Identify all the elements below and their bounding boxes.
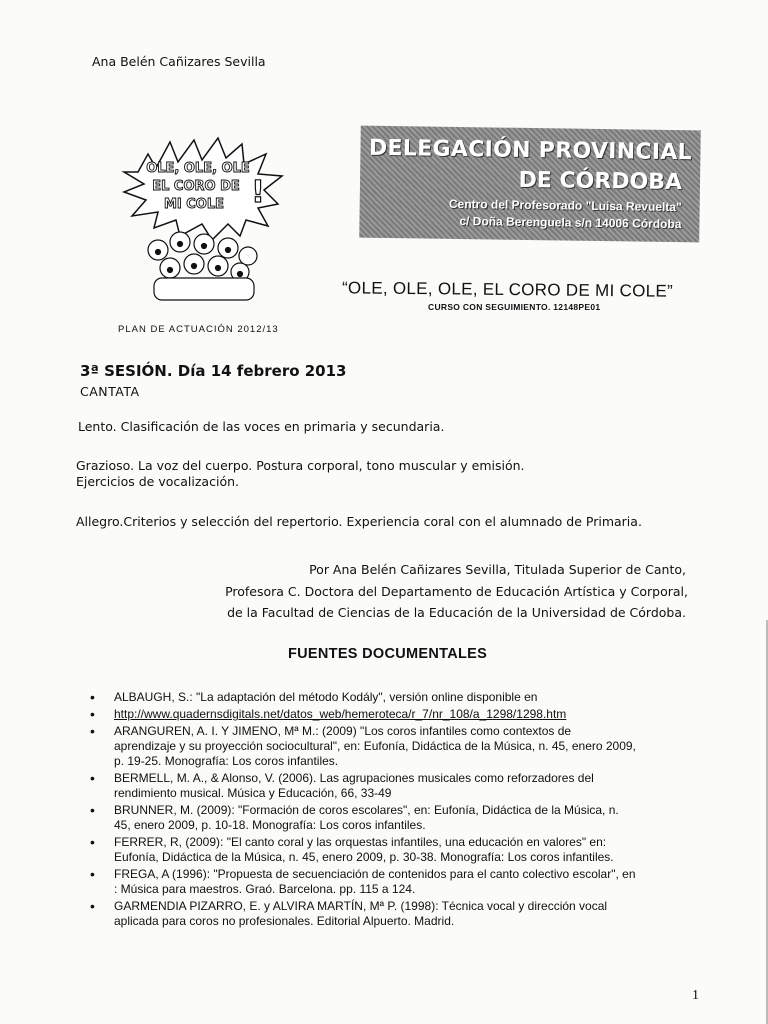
logo-text-line2: EL CORO DE [152,179,240,194]
reference-line: aprendizaje y su proyección sociocultural", en: Eufonía, Didáctica de la Música, n. 45, enero 2009, [114,739,636,753]
reference-line: • ARANGUREN, A. I. Y JIMENO, Mª M.: (2009) "Los coros infantiles como contextos de [114,724,572,738]
session-subheading: CANTATA [80,384,140,399]
sources-heading: FUENTES DOCUMENTALES [288,646,488,662]
reference-line: • FREGA, A (1996): "Propuesta de secuenciación de contenidos para el canto colectivo escolar", en [114,867,636,881]
banner-line3: Centro del Profesorado "Luisa Revuelta" [448,196,682,215]
reference-line: • ALBAUGH, S.: "La adaptación del método Kodály", versión online disponible en [114,690,538,704]
choir-logo-drawing [118,132,290,304]
reference-line: p. 19-25. Monografía: Los coros infantiles. [114,754,339,768]
reference-line: aplicada para coros no profesionales. Editorial Alpuerto. Madrid. [114,914,455,928]
references-list [90,690,690,931]
reference-item [90,899,690,929]
plan-label: PLAN DE ACTUACIÓN 2012/13 [118,324,279,335]
logo-exclamation: ! [251,175,265,210]
reference-line: : Música para maestros. Graó. Barcelona. pp. 115 a 124. [114,882,416,896]
logo-text-line3: MI COLE [163,197,225,212]
session-heading: 3ª SESIÓN. Día 14 febrero 2013 [80,362,347,380]
reference-line: Eufonía, Didáctica de la Música, n. 45, enero 2009, p. 30-38. Monografía: Los coros infantiles. [114,850,614,864]
reference-item [90,707,690,722]
signature-line1: Por Ana Belén Cañizares Sevilla, Titulada Superior de Canto, [309,562,686,577]
reference-line: • GARMENDIA PIZARRO, E. y ALVIRA MARTÍN, Mª P. (1998): Técnica vocal y dirección vocal [114,899,608,913]
reference-item [90,867,690,897]
paragraph-allegro: Allegro.Criterios y selección del repertorio. Experiencia coral con el alumnado de Primaria. [76,514,642,529]
reference-line: • BERMELL, M. A., & Alonso, V. (2006). Las agrupaciones musicales como reforzadores del [114,771,594,785]
singing-children-drawing [148,232,257,300]
banner-line4: c/ Doña Berenguela s/n 14006 Córdoba [459,214,682,232]
reference-item [90,803,690,833]
banner-line2: DE CÓRDOBA [518,167,683,196]
reference-link[interactable]: • http://www.quadernsdigitals.net/datos_web/hemeroteca/r_7/nr_108/a_1298/1298.htm [114,707,567,721]
reference-item [90,835,690,865]
signature-line3: de la Facultad de Ciencias de la Educación de la Universidad de Córdoba. [227,605,686,620]
reference-item [90,771,690,801]
reference-line: 45, enero 2009, p. 10-18. Monografía: Los coros infantiles. [114,818,426,832]
reference-item [90,724,690,769]
signature-line2: Profesora C. Doctora del Departamento de Educación Artística y Corporal, [225,584,688,599]
reference-line: rendimiento musical. Música y Educación, 66, 33-49 [114,786,392,800]
course-subtitle: CURSO CON SEGUIMIENTO. 12148PE01 [428,302,601,312]
choir-logo-image [118,132,290,304]
banner-line1: DELEGACIÓN PROVINCIAL [368,135,693,166]
logo-text-line1: OLE, OLE, OLE [146,161,250,176]
course-title: “OLE, OLE, OLE, EL CORO DE MI COLE” [341,278,674,301]
page-number: 1 [692,988,699,1003]
delegacion-banner [359,126,701,243]
reference-item [90,690,690,705]
paragraph-grazioso: Grazioso. La voz del cuerpo. Postura corporal, tono muscular y emisión. [76,458,525,473]
reference-line: • FERRER, R, (2009): "El canto coral y las orquestas infantiles, una educación en valores" en: [114,835,607,849]
author-header: Ana Belén Cañizares Sevilla [92,54,266,69]
reference-line: • BRUNNER, M. (2009): "Formación de coros escolares", en: Eufonía, Didáctica de la Música, n. [114,803,619,817]
paragraph-lento: Lento. Clasificación de las voces en primaria y secundaria. [78,419,445,434]
paragraph-vocalizacion: Ejercicios de vocalización. [76,474,239,489]
